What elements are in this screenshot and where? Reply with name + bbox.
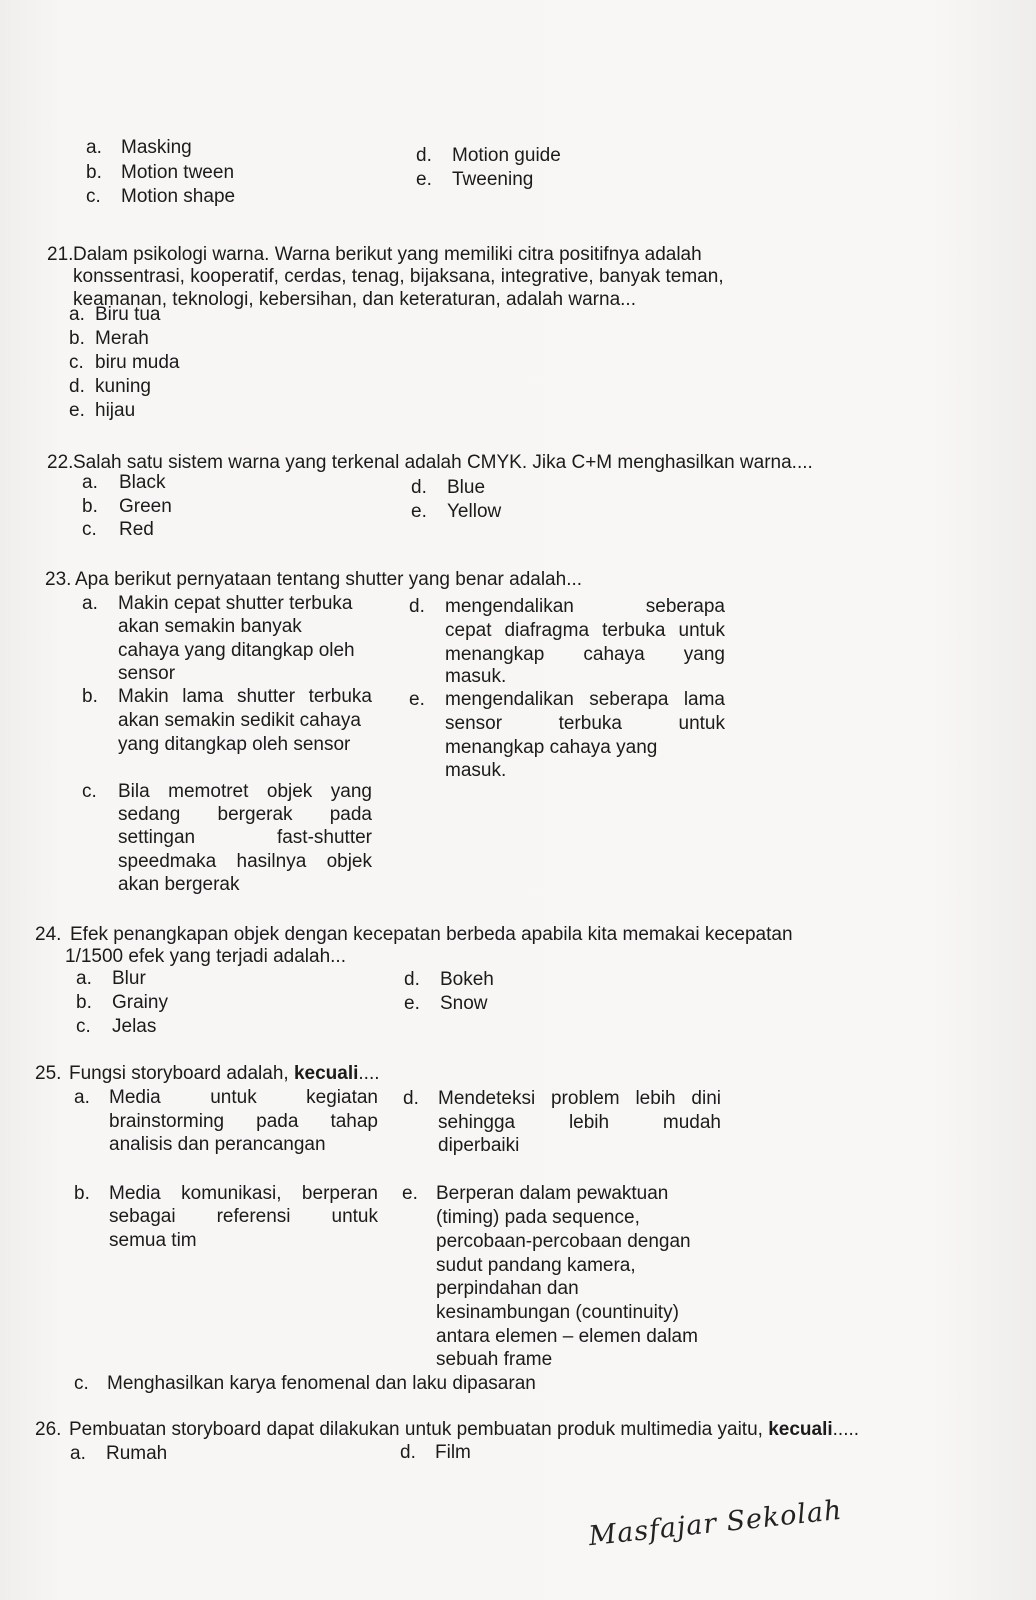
q24-letter-d: d. <box>404 969 420 990</box>
q25-option-e: percobaan-percobaan dengan <box>436 1231 691 1252</box>
q20-option-b: Motion tween <box>121 162 235 183</box>
q22-stem: Salah satu sistem warna yang terkenal adalah CMYK. Jika C+M menghasilkan warna.... <box>73 452 813 473</box>
q25-option-a: analisis dan perancangan <box>109 1134 326 1155</box>
q25-letter-e: e. <box>402 1183 418 1204</box>
handwritten-signature: Masfajar Sekolah <box>587 1494 844 1553</box>
q26-option-d: Film <box>435 1442 471 1463</box>
q20-letter-e: e. <box>416 169 432 190</box>
q23-option-c: Bila memotret objek yang <box>118 781 372 802</box>
q22-number: 22. <box>47 452 74 473</box>
q23-option-a: Makin cepat shutter terbuka <box>118 593 353 614</box>
q23-option-c: settingan fast-shutter <box>118 827 372 848</box>
q25-option-b: sebagai referensi untuk <box>109 1206 378 1227</box>
q25-option-e: Berperan dalam pewaktuan <box>436 1183 669 1204</box>
q25-option-a: Media untuk kegiatan <box>109 1087 378 1108</box>
q20-letter-d: d. <box>416 145 432 166</box>
q25-number: 25. <box>35 1063 62 1084</box>
q21-option-b: Merah <box>95 328 149 349</box>
q25-letter-b: b. <box>74 1183 90 1204</box>
q21-letter-a: a. <box>69 304 85 325</box>
q22-letter-e: e. <box>411 501 427 522</box>
q22-option-b: Green <box>119 496 172 517</box>
q25-option-e: sudut pandang kamera, <box>436 1255 636 1276</box>
q25-option-b: semua tim <box>109 1230 197 1251</box>
q25-stem-bold: kecuali <box>293 1063 359 1084</box>
q24-option-b: Grainy <box>112 992 168 1013</box>
q22-letter-b: b. <box>82 496 98 517</box>
q25-option-b: Media komunikasi, berperan <box>109 1183 378 1204</box>
q20-option-c: Motion shape <box>121 186 236 207</box>
q21-letter-d: d. <box>69 376 85 397</box>
q23-letter-e: e. <box>409 689 425 710</box>
q25-option-d: diperbaiki <box>438 1135 520 1156</box>
q23-option-d: mengendalikan seberapa <box>445 596 725 617</box>
q25-option-c: Menghasilkan karya fenomenal dan laku dipasaran <box>107 1373 536 1394</box>
q20-option-a: Masking <box>121 137 192 158</box>
q25-option-e: antara elemen – elemen dalam <box>436 1326 698 1347</box>
q25-option-e: perpindahan dan <box>436 1278 579 1299</box>
q24-letter-a: a. <box>76 968 92 989</box>
q21-stem: konssentrasi, kooperatif, cerdas, tenag, bijaksana, integrative, banyak teman, <box>73 266 724 287</box>
q21-option-e: hijau <box>95 400 136 421</box>
q25-option-e: (timing) pada sequence, <box>436 1207 640 1228</box>
q24-number: 24. <box>35 924 62 945</box>
q23-option-a: cahaya yang ditangkap oleh <box>118 640 355 661</box>
q21-letter-e: e. <box>69 400 85 421</box>
q25-letter-a: a. <box>74 1087 90 1108</box>
q21-number: 21. <box>47 244 74 265</box>
q25-option-d: sehingga lebih mudah <box>438 1112 721 1133</box>
q22-letter-c: c. <box>82 519 97 540</box>
q22-option-e: Yellow <box>447 501 502 522</box>
q23-option-a: sensor <box>118 663 176 684</box>
q22-letter-d: d. <box>411 477 427 498</box>
q22-option-a: Black <box>119 472 166 493</box>
q20-letter-c: c. <box>86 186 101 207</box>
q25-option-e: kesinambungan (countinuity) <box>436 1302 679 1323</box>
q25-stem-end: .... <box>358 1063 380 1084</box>
q26-option-a: Rumah <box>106 1443 168 1464</box>
q23-option-d: cepat diafragma terbuka untuk <box>445 620 725 641</box>
q23-stem: Apa berikut pernyataan tentang shutter yang benar adalah... <box>75 569 583 590</box>
q20-option-e: Tweening <box>452 169 534 190</box>
q23-option-c: akan bergerak <box>118 874 240 895</box>
q21-letter-b: b. <box>69 328 85 349</box>
q24-letter-c: c. <box>76 1016 91 1037</box>
q23-letter-b: b. <box>82 686 98 707</box>
q23-option-a: akan semakin banyak <box>118 616 302 637</box>
q23-option-c: sedang bergerak pada <box>118 804 372 825</box>
q23-option-e: sensor terbuka untuk <box>445 713 725 734</box>
q22-letter-a: a. <box>82 472 98 493</box>
q24-option-d: Bokeh <box>440 969 494 990</box>
q25-option-a: brainstorming pada tahap <box>109 1111 378 1132</box>
q23-option-d: masuk. <box>445 666 507 687</box>
q25-stem <box>69 1063 380 1085</box>
q23-letter-d: d. <box>409 596 425 617</box>
q23-letter-c: c. <box>82 781 97 802</box>
q25-stem-text: Fungsi storyboard adalah, <box>69 1063 294 1084</box>
q20-letter-a: a. <box>86 137 102 158</box>
q23-option-e: mengendalikan seberapa lama <box>445 689 725 710</box>
q23-number: 23. <box>45 569 72 590</box>
q23-option-d: menangkap cahaya yang <box>445 644 725 665</box>
q26-number: 26. <box>35 1419 62 1440</box>
q25-letter-d: d. <box>403 1088 419 1109</box>
q23-option-e: menangkap cahaya yang <box>445 737 658 758</box>
q26-stem-end: ..... <box>832 1419 860 1440</box>
q24-stem: Efek penangkapan objek dengan kecepatan berbeda apabila kita memakai kecepatan <box>70 924 793 945</box>
q23-letter-a: a. <box>82 593 98 614</box>
q24-letter-e: e. <box>404 993 420 1014</box>
q26-letter-d: d. <box>400 1442 416 1463</box>
q23-option-b: Makin lama shutter terbuka <box>118 686 372 707</box>
q21-letter-c: c. <box>69 352 84 373</box>
q21-stem: Dalam psikologi warna. Warna berikut yang memiliki citra positifnya adalah <box>73 244 702 265</box>
q24-option-c: Jelas <box>112 1016 157 1037</box>
q22-option-c: Red <box>119 519 154 540</box>
q21-option-a: Biru tua <box>95 304 161 325</box>
q23-option-b: yang ditangkap oleh sensor <box>118 734 351 755</box>
q25-letter-c: c. <box>74 1373 89 1394</box>
q26-stem-bold: kecuali <box>768 1419 833 1440</box>
q21-option-d: kuning <box>95 376 151 397</box>
q20-letter-b: b. <box>86 162 102 183</box>
q25-option-d: Mendeteksi problem lebih dini <box>438 1088 721 1109</box>
q25-option-e: sebuah frame <box>436 1349 553 1370</box>
q21-stem: keamanan, teknologi, kebersihan, dan keteraturan, adalah warna... <box>73 289 636 310</box>
q26-stem <box>69 1419 859 1441</box>
q24-letter-b: b. <box>76 992 92 1013</box>
q26-letter-a: a. <box>70 1443 86 1464</box>
q24-option-e: Snow <box>440 993 488 1014</box>
q24-option-a: Blur <box>112 968 146 989</box>
q26-stem-text: Pembuatan storyboard dapat dilakukan untuk pembuatan produk multimedia yaitu, <box>69 1419 769 1440</box>
q23-option-e: masuk. <box>445 760 507 781</box>
q20-option-d: Motion guide <box>452 145 561 166</box>
q24-stem: 1/1500 efek yang terjadi adalah... <box>65 946 346 967</box>
q23-option-c: speedmaka hasilnya objek <box>118 851 372 872</box>
q23-option-b: akan semakin sedikit cahaya <box>118 710 361 731</box>
q22-option-d: Blue <box>447 477 486 498</box>
q21-option-c: biru muda <box>95 352 180 373</box>
